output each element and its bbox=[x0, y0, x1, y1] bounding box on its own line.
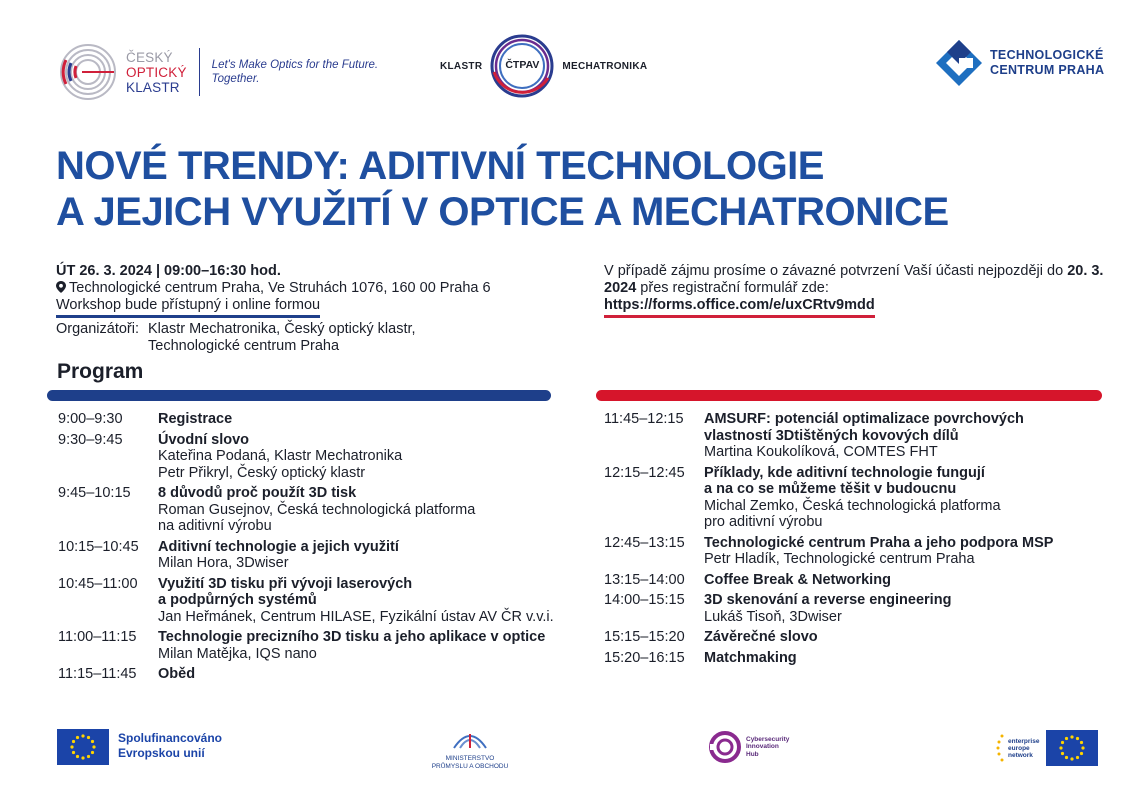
program-item bbox=[604, 629, 1104, 646]
km-right-word: MECHATRONIKA bbox=[562, 60, 648, 72]
klastr-mechatronika-logo bbox=[440, 32, 647, 100]
cih-line1: Cybersecurity bbox=[746, 735, 790, 743]
eu-cofinanced-text bbox=[118, 731, 222, 761]
een-line1: enterprise bbox=[1008, 737, 1040, 745]
program-time: 15:15–15:20 bbox=[604, 629, 685, 645]
header bbox=[0, 30, 1148, 120]
event-info bbox=[56, 263, 576, 355]
program-title: Úvodní slovo bbox=[158, 431, 250, 448]
event-location: Technologické centrum Praha, Ve Struhách 1076, 160 00 Praha 6 bbox=[69, 280, 491, 296]
program-body bbox=[704, 650, 797, 667]
program-speaker: Milan Matějka, IQS nano bbox=[158, 645, 317, 662]
organizers-line2: Technologické centrum Praha bbox=[148, 338, 340, 354]
organizers-line1: Klastr Mechatronika, Český optický klastr, bbox=[148, 321, 416, 337]
mpo-logo bbox=[428, 728, 512, 771]
program-bar-right bbox=[596, 390, 1102, 401]
program-title: a podpůrných systémů bbox=[158, 592, 317, 608]
cih-mark-icon bbox=[708, 730, 742, 764]
km-left-word: KLASTR bbox=[440, 60, 483, 72]
tcp-line1: TECHNOLOGICKÉ bbox=[990, 48, 1104, 62]
program-body bbox=[158, 629, 545, 662]
program-time: 10:15–10:45 bbox=[58, 538, 139, 555]
program-title: 8 důvodů proč použít 3D tisk bbox=[158, 485, 357, 501]
program-body bbox=[158, 485, 475, 535]
program-item bbox=[58, 666, 558, 683]
page-title bbox=[56, 143, 1116, 235]
program-time: 11:00–11:15 bbox=[58, 629, 137, 645]
een-eu-flag-icon bbox=[1046, 730, 1098, 766]
program-speaker: Milan Hora, 3Dwiser bbox=[158, 555, 289, 571]
eu-stars-icon bbox=[57, 729, 109, 765]
een-eu-stars-icon bbox=[1046, 730, 1098, 766]
tcp-wordmark bbox=[990, 48, 1104, 78]
program-speaker: Martina Koukolíková, COMTES FHT bbox=[704, 444, 938, 460]
program-title: vlastností 3Dtištěných kovových dílů bbox=[704, 427, 959, 444]
program-body bbox=[704, 411, 1024, 461]
program-time: 9:30–9:45 bbox=[58, 431, 123, 448]
een-line2: europe bbox=[1008, 744, 1030, 752]
program-time: 12:45–13:15 bbox=[604, 534, 685, 551]
program-heading: Program bbox=[57, 360, 144, 383]
program-speaker: Roman Gusejnov, Česká technologická platforma bbox=[158, 501, 476, 518]
program-title: a na co se můžeme těšit v budoucnu bbox=[704, 481, 957, 497]
program-title: Registrace bbox=[158, 411, 233, 427]
program-item bbox=[58, 539, 558, 572]
program-time: 9:45–10:15 bbox=[58, 485, 131, 501]
cok-line1: ČESKÝ bbox=[126, 49, 173, 65]
cih-wordmark bbox=[746, 736, 789, 759]
program-title: Matchmaking bbox=[704, 649, 797, 666]
ctpav-circle bbox=[488, 32, 556, 100]
program-body bbox=[704, 572, 891, 589]
program-speaker: Jan Heřmánek, Centrum HILASE, Fyzikální ústav AV ČR v.v.i. bbox=[158, 608, 554, 625]
concentric-rings-icon bbox=[58, 42, 118, 102]
cih-line2: Innovation bbox=[746, 743, 779, 751]
program-title: AMSURF: potenciál optimalizace povrchových bbox=[704, 411, 1024, 427]
cok-line3: KLASTR bbox=[126, 79, 180, 95]
program-time: 11:45–12:15 bbox=[604, 411, 684, 427]
cih-line3: Hub bbox=[746, 750, 759, 758]
program-speaker: Petr Přikryl, Český optický klastr bbox=[158, 464, 366, 481]
program-speaker: pro aditivní výrobu bbox=[704, 514, 823, 530]
cok-line2: OPTICKÝ bbox=[126, 64, 187, 80]
program-speaker: Petr Hladík, Technologické centrum Praha bbox=[704, 551, 975, 567]
registration-link[interactable]: https://forms.office.com/e/uxCRtv9mdd bbox=[604, 297, 875, 318]
eu-flag-icon bbox=[57, 729, 109, 765]
program-body bbox=[158, 576, 554, 626]
program-time: 11:15–11:45 bbox=[58, 666, 137, 682]
program-title: Příklady, kde aditivní technologie fungují bbox=[704, 464, 985, 481]
program-title: Technologie precizního 3D tisku a jeho aplikace v optice bbox=[158, 629, 546, 645]
program-time: 12:15–12:45 bbox=[604, 464, 685, 481]
program-time: 10:45–11:00 bbox=[58, 575, 138, 592]
cesky-opticky-klastr-logo bbox=[58, 42, 402, 102]
cok-divider bbox=[199, 48, 200, 96]
program-title: Coffee Break & Networking bbox=[704, 571, 891, 588]
cok-tagline: Let's Make Optics for the Future. Together. bbox=[211, 59, 379, 85]
title-line2: A JEJICH VYUŽITÍ V OPTICE A MECHATRONICE bbox=[56, 190, 949, 234]
event-date: ÚT 26. 3. 2024 | 09:00–16:30 hod. bbox=[56, 263, 281, 279]
diamond-mark-icon bbox=[934, 38, 984, 88]
program-item bbox=[604, 535, 1104, 568]
tcp-line2: CENTRUM PRAHA bbox=[990, 63, 1105, 77]
program-title: Aditivní technologie a jejich využití bbox=[158, 538, 399, 555]
program-title: Využití 3D tisku při vývoji laserových bbox=[158, 575, 413, 592]
program-time: 15:20–16:15 bbox=[604, 649, 685, 666]
program-body bbox=[158, 432, 402, 482]
program-item bbox=[58, 576, 558, 626]
program-speaker: na aditivní výrobu bbox=[158, 518, 272, 534]
program-item bbox=[604, 411, 1104, 461]
program-speaker: Michal Zemko, Česká technologická platforma bbox=[704, 497, 1001, 514]
program-body bbox=[704, 465, 1001, 531]
footer bbox=[0, 726, 1148, 776]
program-item bbox=[604, 650, 1104, 667]
registration-info bbox=[604, 263, 1104, 318]
event-location-row bbox=[56, 280, 576, 297]
mpo-emblem-icon bbox=[450, 728, 490, 750]
enterprise-europe-network-logo bbox=[996, 730, 1098, 766]
program-item bbox=[58, 629, 558, 662]
mpo-line1: MINISTERSTVO bbox=[445, 755, 495, 762]
registration-deadline: 20. 3. 2024 bbox=[604, 263, 1104, 296]
program-item bbox=[604, 592, 1104, 625]
program-title: Oběd bbox=[158, 666, 196, 682]
program-title: Závěrečné slovo bbox=[704, 629, 818, 645]
program-time: 14:00–15:15 bbox=[604, 592, 685, 608]
program-body bbox=[704, 592, 951, 625]
program-item bbox=[604, 572, 1104, 589]
een-line3: network bbox=[1008, 751, 1033, 759]
program-time: 13:15–14:00 bbox=[604, 571, 685, 588]
program-item bbox=[58, 485, 558, 535]
program-body bbox=[158, 666, 195, 683]
program-body bbox=[158, 411, 232, 428]
organizers bbox=[56, 321, 576, 355]
cok-wordmark bbox=[126, 50, 187, 95]
location-pin-icon bbox=[56, 281, 66, 293]
program-title: Technologické centrum Praha a jeho podpora MSP bbox=[704, 534, 1054, 551]
registration-text2: přes registrační formulář zde: bbox=[640, 280, 829, 296]
een-wordmark bbox=[1008, 738, 1042, 759]
eu-line2: Evropskou unií bbox=[118, 746, 205, 760]
een-stars-icon bbox=[996, 731, 1006, 765]
program-title: 3D skenování a reverse engineering bbox=[704, 592, 952, 608]
online-note: Workshop bude přístupný i online formou bbox=[56, 297, 320, 318]
program-body bbox=[704, 535, 1053, 568]
eu-line1: Spolufinancováno bbox=[118, 731, 223, 745]
program-time: 9:00–9:30 bbox=[58, 411, 123, 427]
mpo-line2: PRŮMYSLU A OBCHODU bbox=[431, 763, 509, 770]
program-speaker: Kateřina Podaná, Klastr Mechatronika bbox=[158, 448, 403, 464]
program-body bbox=[704, 629, 818, 646]
program-bar-left bbox=[47, 390, 551, 401]
program-item bbox=[58, 432, 558, 482]
program-item bbox=[58, 411, 558, 428]
technologicke-centrum-praha-logo bbox=[934, 38, 1104, 88]
program-column-right bbox=[604, 411, 1104, 670]
program-item bbox=[604, 465, 1104, 531]
organizers-label: Organizátoři: bbox=[56, 321, 140, 337]
program-column-left bbox=[58, 411, 558, 687]
title-line1: NOVÉ TRENDY: ADITIVNÍ TECHNOLOGIE bbox=[56, 144, 824, 188]
program-speaker: Lukáš Tisoň, 3Dwiser bbox=[704, 608, 842, 625]
km-center-word: ČTPAV bbox=[505, 59, 540, 71]
registration-text1: V případě zájmu prosíme o závazné potvrzení Vaší účasti nejpozději do bbox=[604, 263, 1064, 279]
cybersecurity-hub-logo bbox=[708, 730, 789, 764]
program-body bbox=[158, 539, 399, 572]
